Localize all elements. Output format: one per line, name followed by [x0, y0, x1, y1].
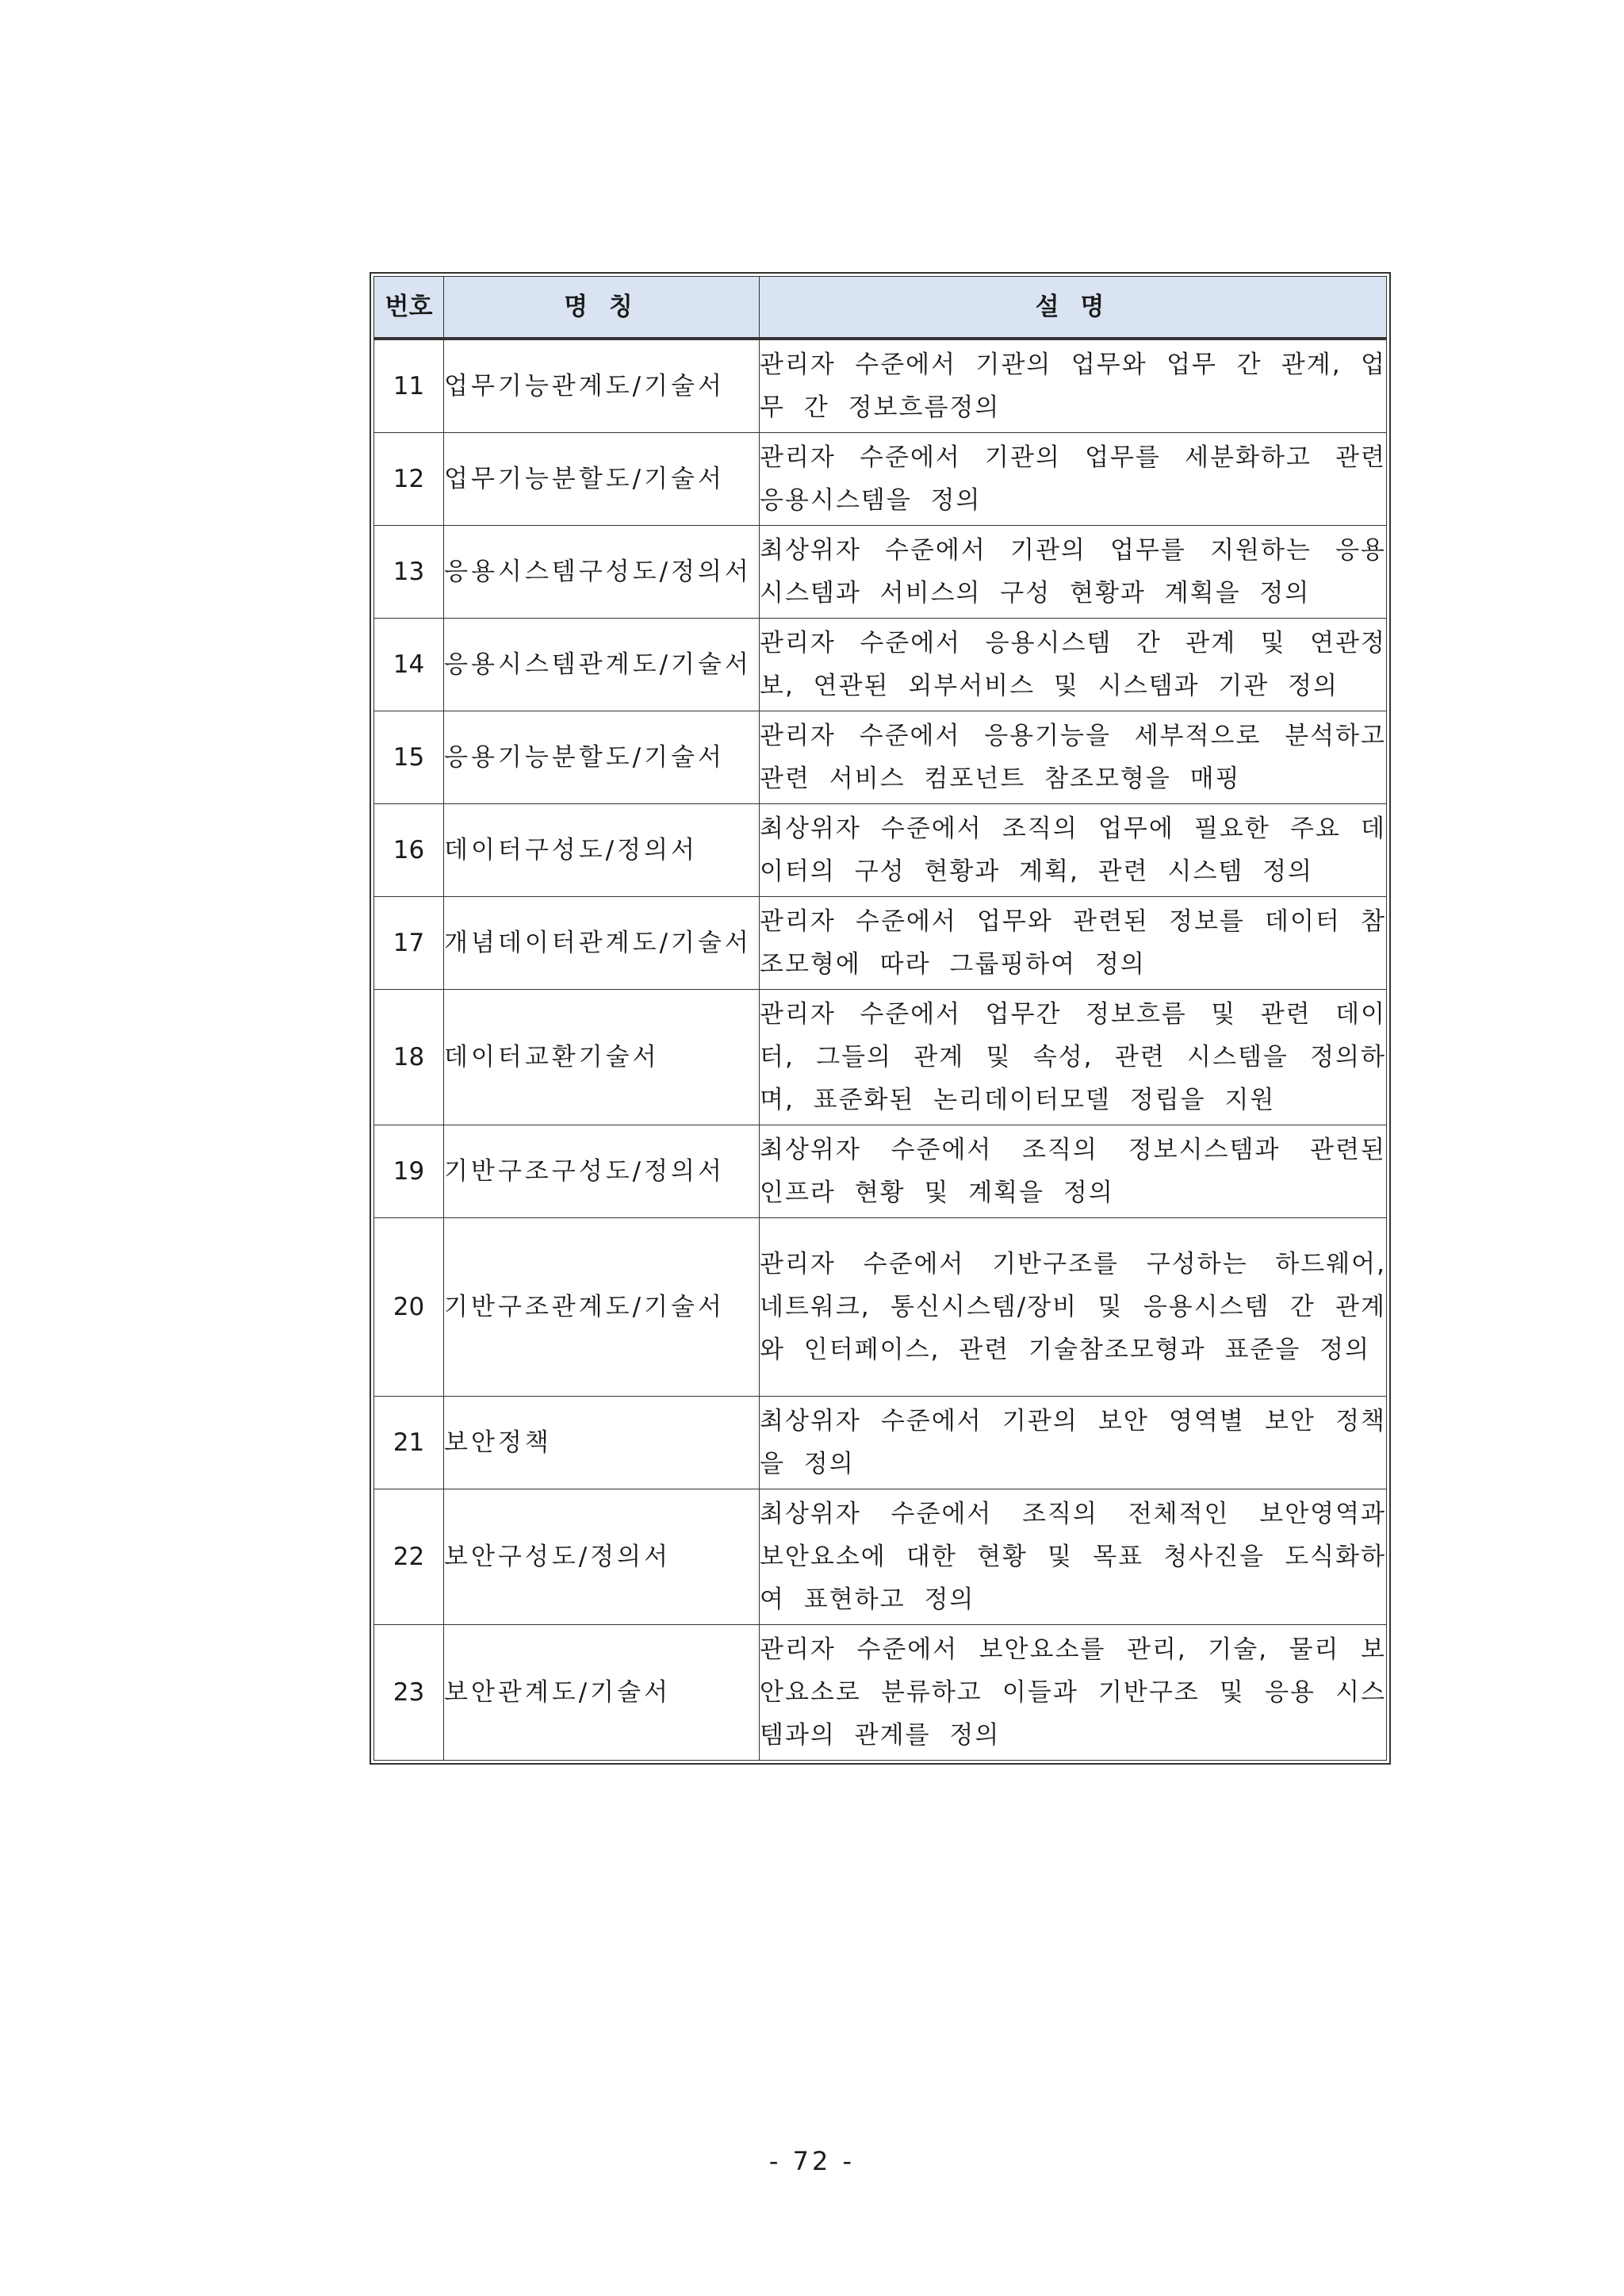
row-number: 11 — [374, 339, 444, 433]
header-number: 번호 — [374, 277, 444, 339]
table-body — [374, 339, 1387, 1761]
row-description: 관리자 수준에서 보안요소를 관리, 기술, 물리 보안요소로 분류하고 이들과 기반구조 및 응용 시스템과의 관계를 정의 — [760, 1625, 1387, 1761]
row-number: 15 — [374, 711, 444, 804]
row-description: 관리자 수준에서 기관의 업무를 세분화하고 관련 응용시스템을 정의 — [760, 433, 1387, 526]
row-number: 21 — [374, 1397, 444, 1489]
row-number: 20 — [374, 1218, 444, 1397]
table-row — [374, 1125, 1387, 1218]
table-row — [374, 1218, 1387, 1397]
row-description: 최상위자 수준에서 조직의 업무에 필요한 주요 데이터의 구성 현황과 계획, 관련 시스템 정의 — [760, 804, 1387, 897]
table-row — [374, 711, 1387, 804]
row-number: 22 — [374, 1489, 444, 1625]
row-name: 보안관계도/기술서 — [444, 1625, 760, 1761]
row-description: 관리자 수준에서 응용기능을 세부적으로 분석하고 관련 서비스 컴포넌트 참조모형을 매핑 — [760, 711, 1387, 804]
header-name: 명 칭 — [444, 277, 760, 339]
row-number: 16 — [374, 804, 444, 897]
row-number: 12 — [374, 433, 444, 526]
table-row — [374, 433, 1387, 526]
row-number: 19 — [374, 1125, 444, 1218]
page-number: - 72 - — [768, 2146, 856, 2176]
row-description: 최상위자 수준에서 조직의 전체적인 보안영역과 보안요소에 대한 현황 및 목표 청사진을 도식화하여 표현하고 정의 — [760, 1489, 1387, 1625]
table-row — [374, 897, 1387, 990]
table-row — [374, 1489, 1387, 1625]
table-row — [374, 1625, 1387, 1761]
row-name: 업무기능관계도/기술서 — [444, 339, 760, 433]
row-name: 보안정책 — [444, 1397, 760, 1489]
row-description: 관리자 수준에서 기관의 업무와 업무 간 관계, 업무 간 정보흐름정의 — [760, 339, 1387, 433]
row-name: 개념데이터관계도/기술서 — [444, 897, 760, 990]
header-description: 설 명 — [760, 277, 1387, 339]
row-name: 업무기능분할도/기술서 — [444, 433, 760, 526]
row-description: 관리자 수준에서 업무와 관련된 정보를 데이터 참조모형에 따라 그룹핑하여 정의 — [760, 897, 1387, 990]
row-name: 데이터구성도/정의서 — [444, 804, 760, 897]
row-description: 최상위자 수준에서 기관의 업무를 지원하는 응용시스템과 서비스의 구성 현황과 계획을 정의 — [760, 526, 1387, 619]
row-name: 기반구조구성도/정의서 — [444, 1125, 760, 1218]
row-number: 23 — [374, 1625, 444, 1761]
table-row — [374, 339, 1387, 433]
document-table-frame — [370, 272, 1391, 1765]
row-description: 관리자 수준에서 업무간 정보흐름 및 관련 데이터, 그들의 관계 및 속성, 관련 시스템을 정의하며, 표준화된 논리데이터모델 정립을 지원 — [760, 990, 1387, 1125]
row-description: 최상위자 수준에서 기관의 보안 영역별 보안 정책을 정의 — [760, 1397, 1387, 1489]
row-description: 최상위자 수준에서 조직의 정보시스템과 관련된 인프라 현황 및 계획을 정의 — [760, 1125, 1387, 1218]
architecture-deliverables-table — [373, 276, 1387, 1761]
table-row — [374, 804, 1387, 897]
row-name: 데이터교환기술서 — [444, 990, 760, 1125]
row-description: 관리자 수준에서 기반구조를 구성하는 하드웨어, 네트워크, 통신시스템/장비 및 응용시스템 간 관계와 인터페이스, 관련 기술참조모형과 표준을 정의 — [760, 1218, 1387, 1397]
row-name: 응용시스템구성도/정의서 — [444, 526, 760, 619]
row-name: 응용기능분할도/기술서 — [444, 711, 760, 804]
table-header-row — [374, 277, 1387, 339]
row-name: 기반구조관계도/기술서 — [444, 1218, 760, 1397]
row-description: 관리자 수준에서 응용시스템 간 관계 및 연관정보, 연관된 외부서비스 및 시스템과 기관 정의 — [760, 619, 1387, 711]
row-number: 13 — [374, 526, 444, 619]
table-row — [374, 526, 1387, 619]
row-name: 응용시스템관계도/기술서 — [444, 619, 760, 711]
table-row — [374, 990, 1387, 1125]
row-name: 보안구성도/정의서 — [444, 1489, 760, 1625]
row-number: 14 — [374, 619, 444, 711]
row-number: 18 — [374, 990, 444, 1125]
table-row — [374, 1397, 1387, 1489]
table-row — [374, 619, 1387, 711]
row-number: 17 — [374, 897, 444, 990]
